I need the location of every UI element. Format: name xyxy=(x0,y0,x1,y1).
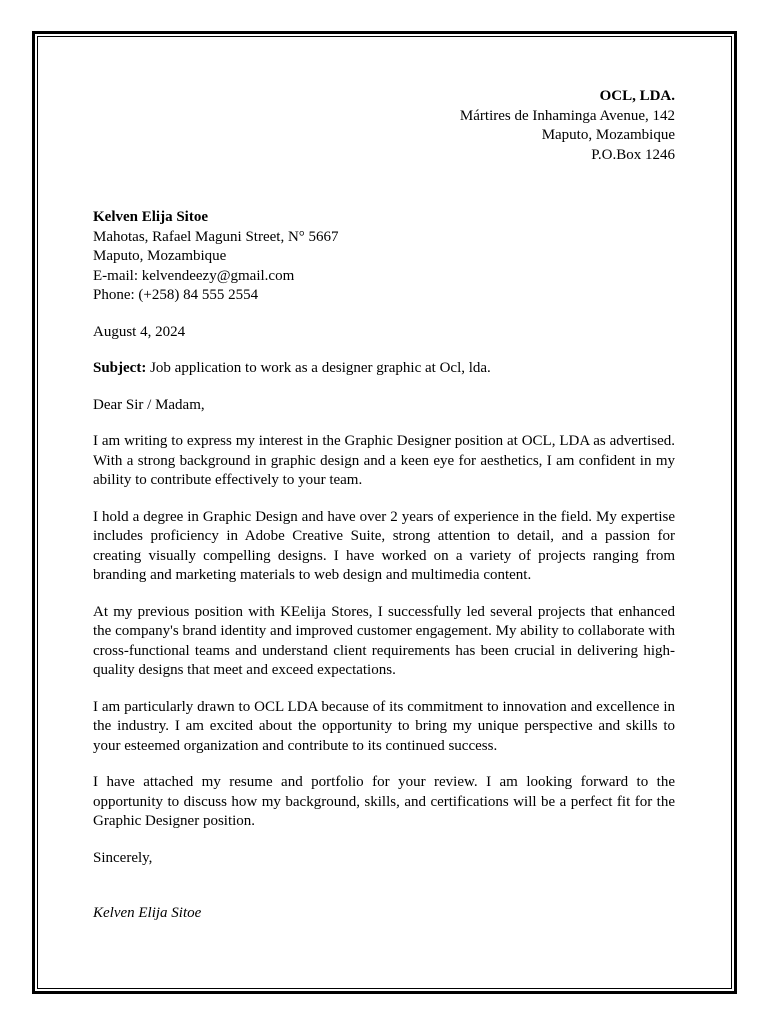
sender-address-line1: Mahotas, Rafael Maguni Street, N° 5667 xyxy=(93,228,339,245)
body-paragraph-4: I am particularly drawn to OCL LDA because of its commitment to innovation and excellence in the industry. I am excited about the opportunity to bring my unique perspective and skills to your esteemed organization and contribute to its continued success. xyxy=(93,698,675,754)
sender-email: E-mail: kelvendeezy@gmail.com xyxy=(93,267,295,284)
recipient-block xyxy=(93,87,675,165)
salutation: Dear Sir / Madam, xyxy=(93,396,205,413)
sender-name: Kelven Elija Sitoe xyxy=(93,209,208,225)
closing: Sincerely, xyxy=(93,849,153,866)
sender-block xyxy=(93,208,675,306)
recipient-address-line3: P.O.Box 1246 xyxy=(591,146,675,163)
recipient-address-line2: Maputo, Mozambique xyxy=(541,127,675,143)
subject-label: Subject: xyxy=(93,360,147,376)
recipient-address-line1: Mártires de Inhaminga Avenue, 142 xyxy=(459,107,675,124)
body-paragraph-1: I am writing to express my interest in the Graphic Designer position at OCL, LDA as advertised. With a strong background in graphic design and a keen eye for aesthetics, I am confident in my ability to contribute effectively to your team. xyxy=(93,433,675,488)
body-paragraph-5: I have attached my resume and portfolio for your review. I am looking forward to the opportunity to discuss how my background, skills, and certifications will be a perfect fit for the Graphic Designer position. xyxy=(93,774,675,829)
letter-body xyxy=(93,87,675,924)
sender-address-line2: Maputo, Mozambique xyxy=(93,248,227,264)
sender-phone: Phone: (+258) 84 555 2554 xyxy=(93,287,259,303)
body-paragraph-2: I hold a degree in Graphic Design and have over 2 years of experience in the field. My expertise includes proficiency in Adobe Creative Suite, strong attention to detail, and a passion for creating visually compelling designs. I have worked on a variety of projects ranging from branding and marketing materials to web design and multimedia content. xyxy=(93,508,675,583)
letter-date: August 4, 2024 xyxy=(93,323,186,340)
signature: Kelven Elija Sitoe xyxy=(93,905,202,921)
subject-line xyxy=(93,359,675,379)
subject-text: Job application to work as a designer graphic at Ocl, lda. xyxy=(146,360,491,376)
body-paragraph-3: At my previous position with KEelija Stores, I successfully led several projects that enhanced the company's brand identity and improved customer engagement. My ability to collaborate with cross-functional teams and understand client requirements has been crucial in delivering high-quality designs that meet and exceed expectations. xyxy=(93,603,675,678)
recipient-name: OCL, LDA. xyxy=(599,88,675,104)
